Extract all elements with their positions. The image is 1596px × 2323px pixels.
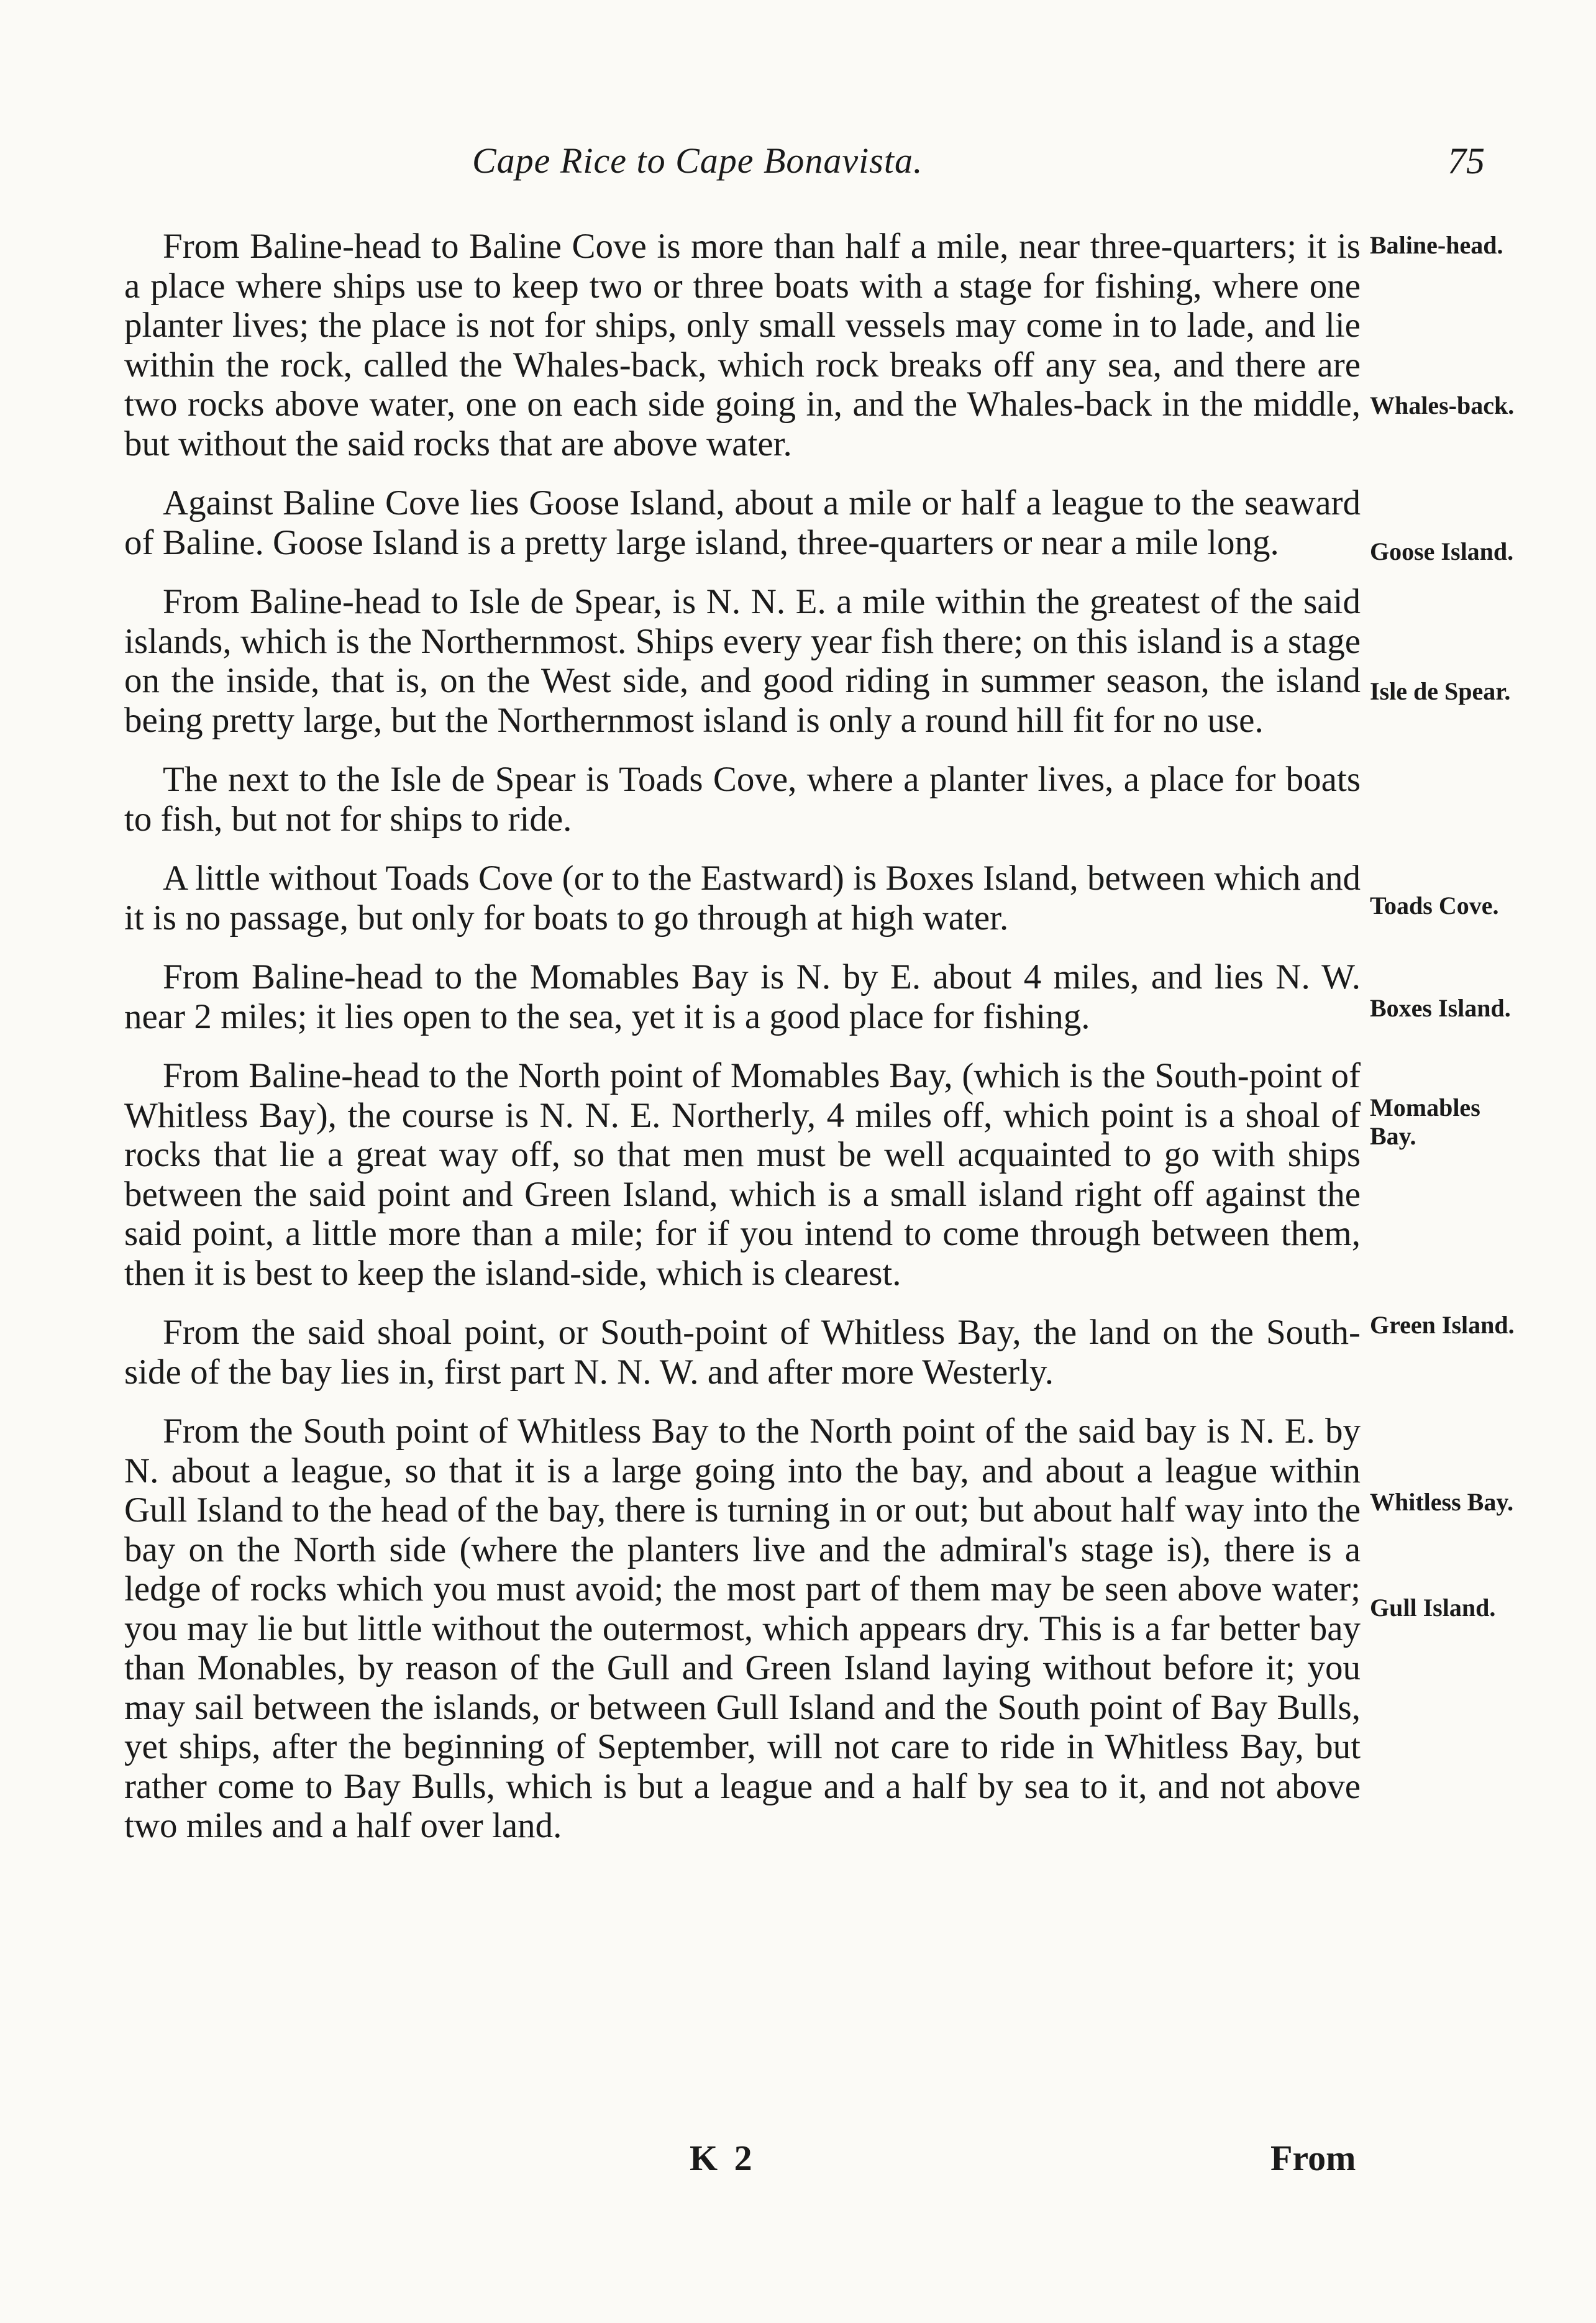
signature-mark: K 2 xyxy=(690,2138,756,2178)
body-text xyxy=(124,227,1361,1866)
paragraph-toads-cove: The next to the Isle de Spear is Toads Cove, where a planter lives, a place for boats to fish, but not for ships to ride. xyxy=(124,760,1361,839)
catchword: From xyxy=(1270,2138,1356,2178)
margin-note-whales-back: Whales-back. xyxy=(1370,391,1515,419)
margin-note-baline-head: Baline-head. xyxy=(1370,231,1503,259)
margin-note-goose-island: Goose Island. xyxy=(1370,537,1514,565)
margin-note-toads-cove: Toads Cove. xyxy=(1370,892,1499,920)
page-header xyxy=(0,140,1596,196)
margin-note-momables-bay: Momables Bay. xyxy=(1370,1093,1480,1150)
margin-note-gull-island: Gull Island. xyxy=(1370,1594,1496,1622)
paragraph-isle-de-spear: From Baline-head to Isle de Spear, is N. N. E. a mile within the greatest of the said islands, which is the Northernmost. Ships every year fish there; on this island is a stage on the inside, that is, on the West side, and good riding in summer season, the island being pretty large, but the Northernmost island is only a round hill fit for no use. xyxy=(124,582,1361,740)
page-number: 75 xyxy=(1448,140,1485,181)
paragraph-gull-island: From the South point of Whitless Bay to the North point of the said bay is N. E. by N. about a league, so that it is a large going into the bay, and about a league within Gull Island to the head of the bay, there is turning in or out; but about half way into the bay on the North side (where the planters live and the admiral's stage is), there is a ledge of rocks which you must avoid; the most part of them may be seen above water; you may lie but little without the outermost, which appears dry. This is a far better bay than Monables, by reason of the Gull and Green Island laying without before it; you may sail between the islands, or between Gull Island and the South point of Bay Bulls, yet ships, after the beginning of September, will not care to ride in Whitless Bay, but rather come to Bay Bulls, which is but a league and a half by sea to it, and not above two miles and a half over land. xyxy=(124,1412,1361,1845)
running-title: Cape Rice to Cape Bonavista. xyxy=(472,140,923,181)
margin-note-boxes-island: Boxes Island. xyxy=(1370,994,1511,1022)
paragraph-boxes-island: A little without Toads Cove (or to the Eastward) is Boxes Island, between which and it is no passage, but only for boats to go through at high water. xyxy=(124,859,1361,938)
paragraph-baline-cove: From Baline-head to Baline Cove is more than half a mile, near three-quarters; it is a place where ships use to keep two or three boats with a stage for fishing, where one planter lives; the place is not for ships, only small vessels may come in to lade, and lie within the rock, called the Whales-back, which rock breaks off any sea, and there are two rocks above water, one on each side going in, and the Whales-back in the middle, but without the said rocks that are above water. xyxy=(124,227,1361,463)
paragraph-green-island: From Baline-head to the North point of Momables Bay, (which is the South-point of Whitless Bay), the course is N. N. E. Northerly, 4 miles off, which point is a shoal of rocks that lie a great way off, so that men must be well acquainted to go with ships between the said point and Green Island, which is a small island right off against the said point, a little more than a mile; for if you intend to come through between them, then it is best to keep the island-side, which is clearest. xyxy=(124,1056,1361,1293)
paragraph-momables-bay: From Baline-head to the Momables Bay is N. by E. about 4 miles, and lies N. W. near 2 miles; it lies open to the sea, yet it is a good place for fishing. xyxy=(124,957,1361,1036)
margin-note-whitless-bay: Whitless Bay. xyxy=(1370,1488,1514,1516)
paragraph-goose-island: Against Baline Cove lies Goose Island, about a mile or half a league to the seaward of Baline. Goose Island is a pretty large island, three-quarters or near a mile long. xyxy=(124,483,1361,562)
margin-note-isle-de-spear: Isle de Spear. xyxy=(1370,677,1511,705)
margin-note-green-island: Green Island. xyxy=(1370,1311,1515,1339)
paragraph-whitless-bay: From the said shoal point, or South-point of Whitless Bay, the land on the South-side of the bay lies in, first part N. N. W. and after more Westerly. xyxy=(124,1313,1361,1392)
